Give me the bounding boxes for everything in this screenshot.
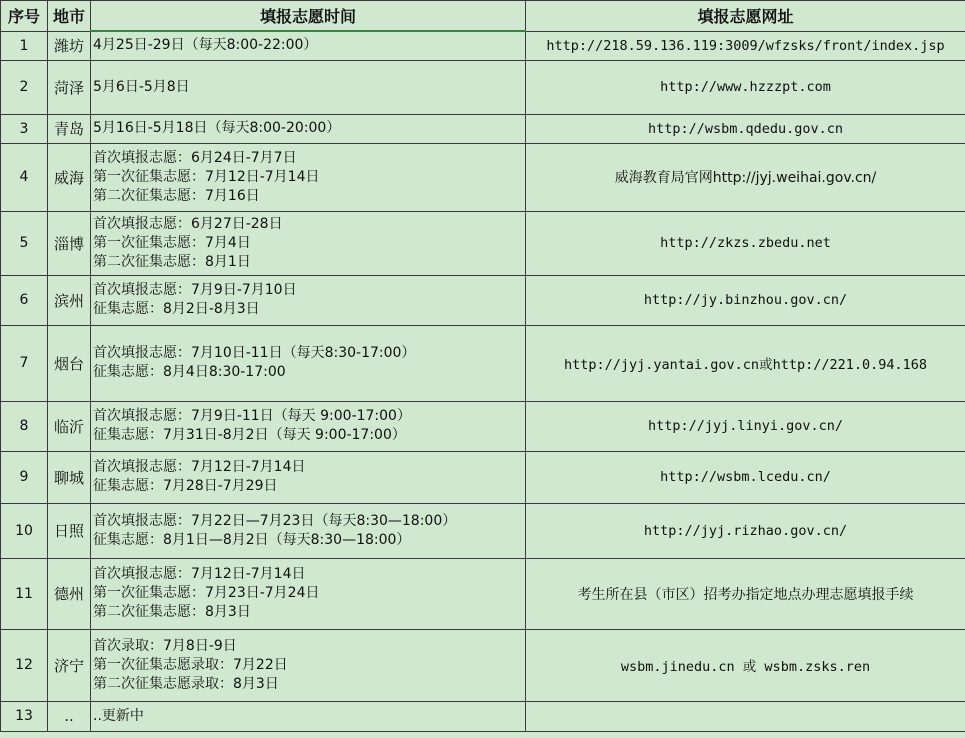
row-time: [91, 325, 526, 401]
row-time: [91, 558, 526, 629]
row-city: 滨州: [48, 275, 91, 325]
row-url[interactable]: http://wsbm.lcedu.cn/: [526, 451, 965, 503]
row-city: 日照: [48, 503, 91, 558]
row-url[interactable]: http://jyj.rizhao.gov.cn/: [526, 503, 965, 558]
time-line: ..更新中: [93, 707, 144, 724]
time-line: 征集志愿：7月28日-7月29日: [93, 478, 278, 494]
table-row: [1, 31, 965, 60]
row-time: [91, 211, 526, 275]
time-line: 第二次征集志愿：8月3日: [93, 604, 251, 620]
row-index: 13: [1, 701, 48, 731]
time-line: 征集志愿：8月2日-8月3日: [93, 301, 260, 317]
row-time: [91, 114, 526, 143]
row-url[interactable]: wsbm.jinedu.cn 或 wsbm.zsks.ren: [526, 629, 965, 701]
row-index: 1: [1, 31, 48, 60]
table-row: [1, 451, 965, 503]
row-city: 聊城: [48, 451, 91, 503]
row-url[interactable]: http://wsbm.qdedu.gov.cn: [526, 114, 965, 143]
header-city: 地市: [48, 1, 91, 32]
time-line: 第二次征集志愿：7月16日: [93, 187, 260, 204]
row-city: 烟台: [48, 325, 91, 401]
time-line: 征集志愿：8月1日—8月2日（每天8:30—18:00）: [93, 531, 411, 548]
time-line: 首次填报志愿：6月24日-7月7日: [93, 149, 297, 166]
time-line: 首次填报志愿：7月10日-11日（每天8:30-17:00）: [93, 345, 416, 361]
row-url: [526, 701, 965, 731]
header-index: 序号: [1, 1, 48, 32]
row-time: [91, 701, 526, 731]
time-line: 4月25日-29日（每天8:00-22:00）: [93, 37, 318, 54]
row-time: [91, 60, 526, 114]
row-time: [91, 31, 526, 60]
time-line: 征集志愿：7月31日-8月2日（每天 9:00-17:00）: [93, 427, 406, 443]
row-url[interactable]: http://www.hzzzpt.com: [526, 60, 965, 114]
row-index: 7: [1, 325, 48, 401]
table-row: [1, 503, 965, 558]
table-row: [1, 701, 965, 731]
row-index: 11: [1, 558, 48, 629]
row-city: 青岛: [48, 114, 91, 143]
row-url[interactable]: http://zkzs.zbedu.net: [526, 211, 965, 275]
row-url[interactable]: http://jyj.linyi.gov.cn/: [526, 401, 965, 451]
time-line: 征集志愿：8月4日8:30-17:00: [93, 364, 286, 380]
row-index: 3: [1, 114, 48, 143]
time-line: 首次填报志愿：7月9日-7月10日: [93, 282, 297, 298]
row-url[interactable]: http://218.59.136.119:3009/wfzsks/front/index.jsp: [526, 31, 965, 60]
time-line: 首次填报志愿：7月9日-11日（每天 9:00-17:00）: [93, 408, 411, 424]
time-line: 第一次征集志愿：7月4日: [93, 234, 251, 251]
header-time: 填报志愿时间: [91, 1, 526, 32]
time-line: 第一次征集志愿：7月12日-7月14日: [93, 168, 320, 185]
row-url[interactable]: http://jy.binzhou.gov.cn/: [526, 275, 965, 325]
row-time: [91, 503, 526, 558]
row-city: ..: [48, 701, 91, 731]
row-index: 12: [1, 629, 48, 701]
table-row: [1, 114, 965, 143]
time-line: 第一次征集志愿录取：7月22日: [93, 656, 288, 673]
time-line: 首次录取：7月8日-9日: [93, 637, 237, 654]
row-index: 9: [1, 451, 48, 503]
row-city: 济宁: [48, 629, 91, 701]
row-url: 考生所在县（市区）招考办指定地点办理志愿填报手续: [526, 558, 965, 629]
row-time: [91, 401, 526, 451]
row-city: 德州: [48, 558, 91, 629]
row-index: 5: [1, 211, 48, 275]
table-row: [1, 275, 965, 325]
time-line: 首次填报志愿：7月12日-7月14日: [93, 459, 306, 475]
row-city: 淄博: [48, 211, 91, 275]
table-row: [1, 60, 965, 114]
table-row: [1, 325, 965, 401]
time-line: 第二次征集志愿录取：8月3日: [93, 675, 279, 692]
time-line: 首次填报志愿：6月27日-28日: [93, 215, 283, 232]
table-row: [1, 629, 965, 701]
row-url[interactable]: 威海教育局官网http://jyj.weihai.gov.cn/: [526, 143, 965, 211]
row-url[interactable]: http://jyj.yantai.gov.cn或http://221.0.94.168: [526, 325, 965, 401]
header-row: [1, 1, 965, 32]
row-index: 2: [1, 60, 48, 114]
time-line: 第二次征集志愿：8月1日: [93, 253, 251, 270]
time-line: 5月6日-5月8日: [93, 78, 190, 95]
table-row: [1, 143, 965, 211]
table-row: [1, 401, 965, 451]
row-index: 8: [1, 401, 48, 451]
time-line: 首次填报志愿：7月22日—7月23日（每天8:30—18:00）: [93, 512, 457, 529]
row-index: 4: [1, 143, 48, 211]
row-time: [91, 629, 526, 701]
row-time: [91, 143, 526, 211]
time-line: 5月16日-5月18日（每天8:00-20:00）: [93, 120, 341, 136]
row-index: 10: [1, 503, 48, 558]
header-url: 填报志愿网址: [526, 1, 965, 32]
row-city: 菏泽: [48, 60, 91, 114]
row-time: [91, 451, 526, 503]
row-city: 潍坊: [48, 31, 91, 60]
row-city: 临沂: [48, 401, 91, 451]
row-city: 威海: [48, 143, 91, 211]
table-row: [1, 558, 965, 629]
row-time: [91, 275, 526, 325]
time-line: 首次填报志愿：7月12日-7月14日: [93, 566, 306, 582]
table-row: [1, 211, 965, 275]
row-index: 6: [1, 275, 48, 325]
time-line: 第一次征集志愿：7月23日-7月24日: [93, 585, 320, 601]
